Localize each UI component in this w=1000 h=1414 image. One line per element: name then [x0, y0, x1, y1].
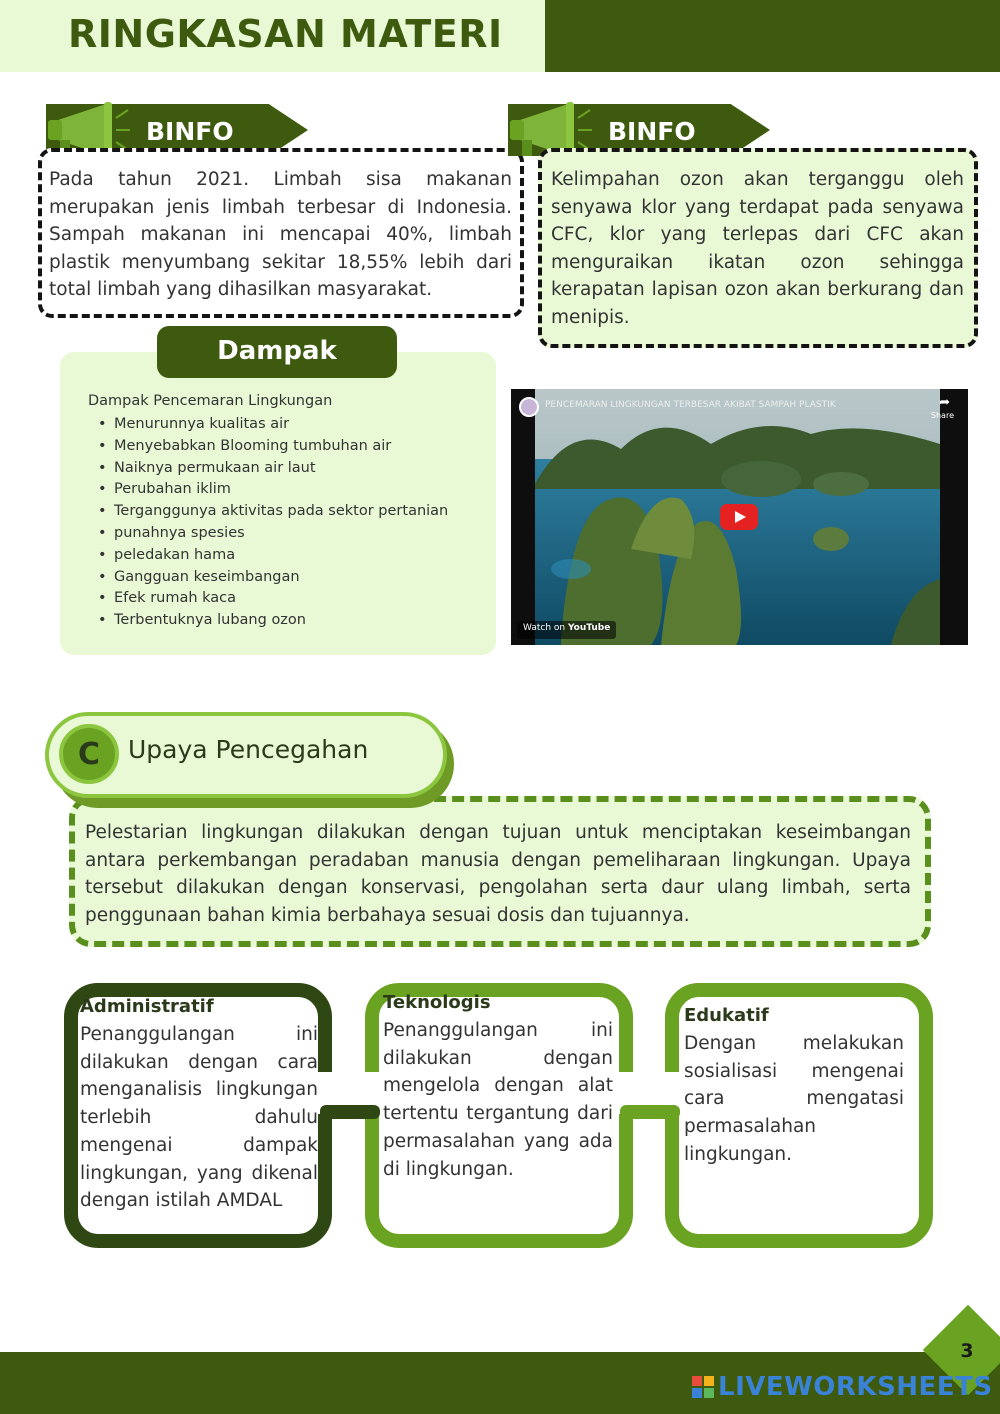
list-item: • punahnya spesies — [98, 523, 448, 545]
binfo-text-box-right: Kelimpahan ozon akan terganggu oleh senyawa klor yang terdapat pada senyawa CFC, klor yang terlepas dari CFC akan menguraikan ikatan ozon sehingga kerapatan lapisan ozon akan berkurang dan menipis. — [538, 148, 978, 348]
binfo-label-left: BINFO — [146, 117, 234, 146]
dampak-intro: Dampak Pencemaran Lingkungan — [88, 393, 333, 409]
liveworksheets-brand[interactable]: LIVEWORKSHEETS — [718, 1372, 993, 1402]
list-item: • Naiknya permukaan air laut — [98, 458, 448, 480]
page-number: 3 — [960, 1340, 974, 1362]
card-text-edukatif: Dengan melakukan sosialisasi mengenai cara mengatasi permasalahan lingkungan. — [684, 1033, 904, 1165]
dampak-title: Dampak — [157, 326, 397, 378]
dampak-list — [98, 414, 448, 632]
section-title: Upaya Pencegahan — [128, 735, 369, 764]
section-letter-badge: C — [59, 724, 119, 784]
list-item: • Gangguan keseimbangan — [98, 567, 448, 589]
list-item: • Efek rumah kaca — [98, 588, 448, 610]
card-title-edukatif: Edukatif — [684, 1005, 769, 1026]
list-item: • Terbentuknya lubang ozon — [98, 610, 448, 632]
channel-avatar[interactable] — [519, 397, 539, 417]
card-connector — [620, 1105, 680, 1119]
watch-label: Watch on — [523, 623, 566, 633]
share-label[interactable]: Share — [930, 411, 954, 420]
video-title[interactable]: PENCEMARAN LINGKUNGAN TERBESAR AKIBAT SAMPAH PLASTIK — [545, 400, 836, 410]
binfo-label-right: BINFO — [608, 117, 696, 146]
card-title-administratif: Administratif — [80, 996, 214, 1017]
card-connector — [320, 1105, 380, 1119]
upaya-text-box: Pelestarian lingkungan dilakukan dengan tujuan untuk menciptakan keseimbangan antara perkembangan peradaban manusia dengan pemeliharaan lingkungan. Upaya tersebut dilakukan dengan konservasi, pengolahan serta daur ulang limbah, serta penggunaan bahan kimia berbahaya sesuai dosis dan tujuannya. — [69, 796, 931, 947]
binfo-text-box-left: Pada tahun 2021. Limbah sisa makanan merupakan jenis limbah terbesar di Indonesia. Sampah makanan ini mencapai 40%, limbah plastik menyumbang sekitar 18,55% lebih dari total limbah yang dihasilkan masyarakat. — [38, 148, 524, 318]
card-text-administratif: Penanggulangan ini dilakukan dengan cara menganalisis lingkungan terlebih dahulu mengenai dampak lingkungan, yang dikenal dengan istilah AMDAL — [80, 1024, 318, 1212]
page-title: RINGKASAN MATERI — [68, 12, 503, 56]
watch-on-youtube-button[interactable] — [517, 621, 616, 639]
list-item: • peledakan hama — [98, 545, 448, 567]
list-item: • Perubahan iklim — [98, 479, 448, 501]
list-item: • Menurunnya kualitas air — [98, 414, 448, 436]
card-title-teknologis: Teknologis — [383, 992, 491, 1013]
card-text-teknologis: Penanggulangan ini dilakukan dengan mengelola dengan alat tertentu tergantung dari permasalahan yang ada di lingkungan. — [383, 1020, 613, 1180]
youtube-logo: YouTube — [567, 623, 611, 633]
list-item: • Menyebabkan Blooming tumbuhan air — [98, 436, 448, 458]
list-item: • Terganggunya aktivitas pada sektor pertanian — [98, 501, 448, 523]
play-button[interactable] — [720, 504, 758, 530]
header-dark-band — [545, 0, 1000, 72]
liveworksheets-logo-icon[interactable] — [692, 1376, 714, 1398]
share-icon[interactable]: ➦ — [939, 395, 950, 410]
